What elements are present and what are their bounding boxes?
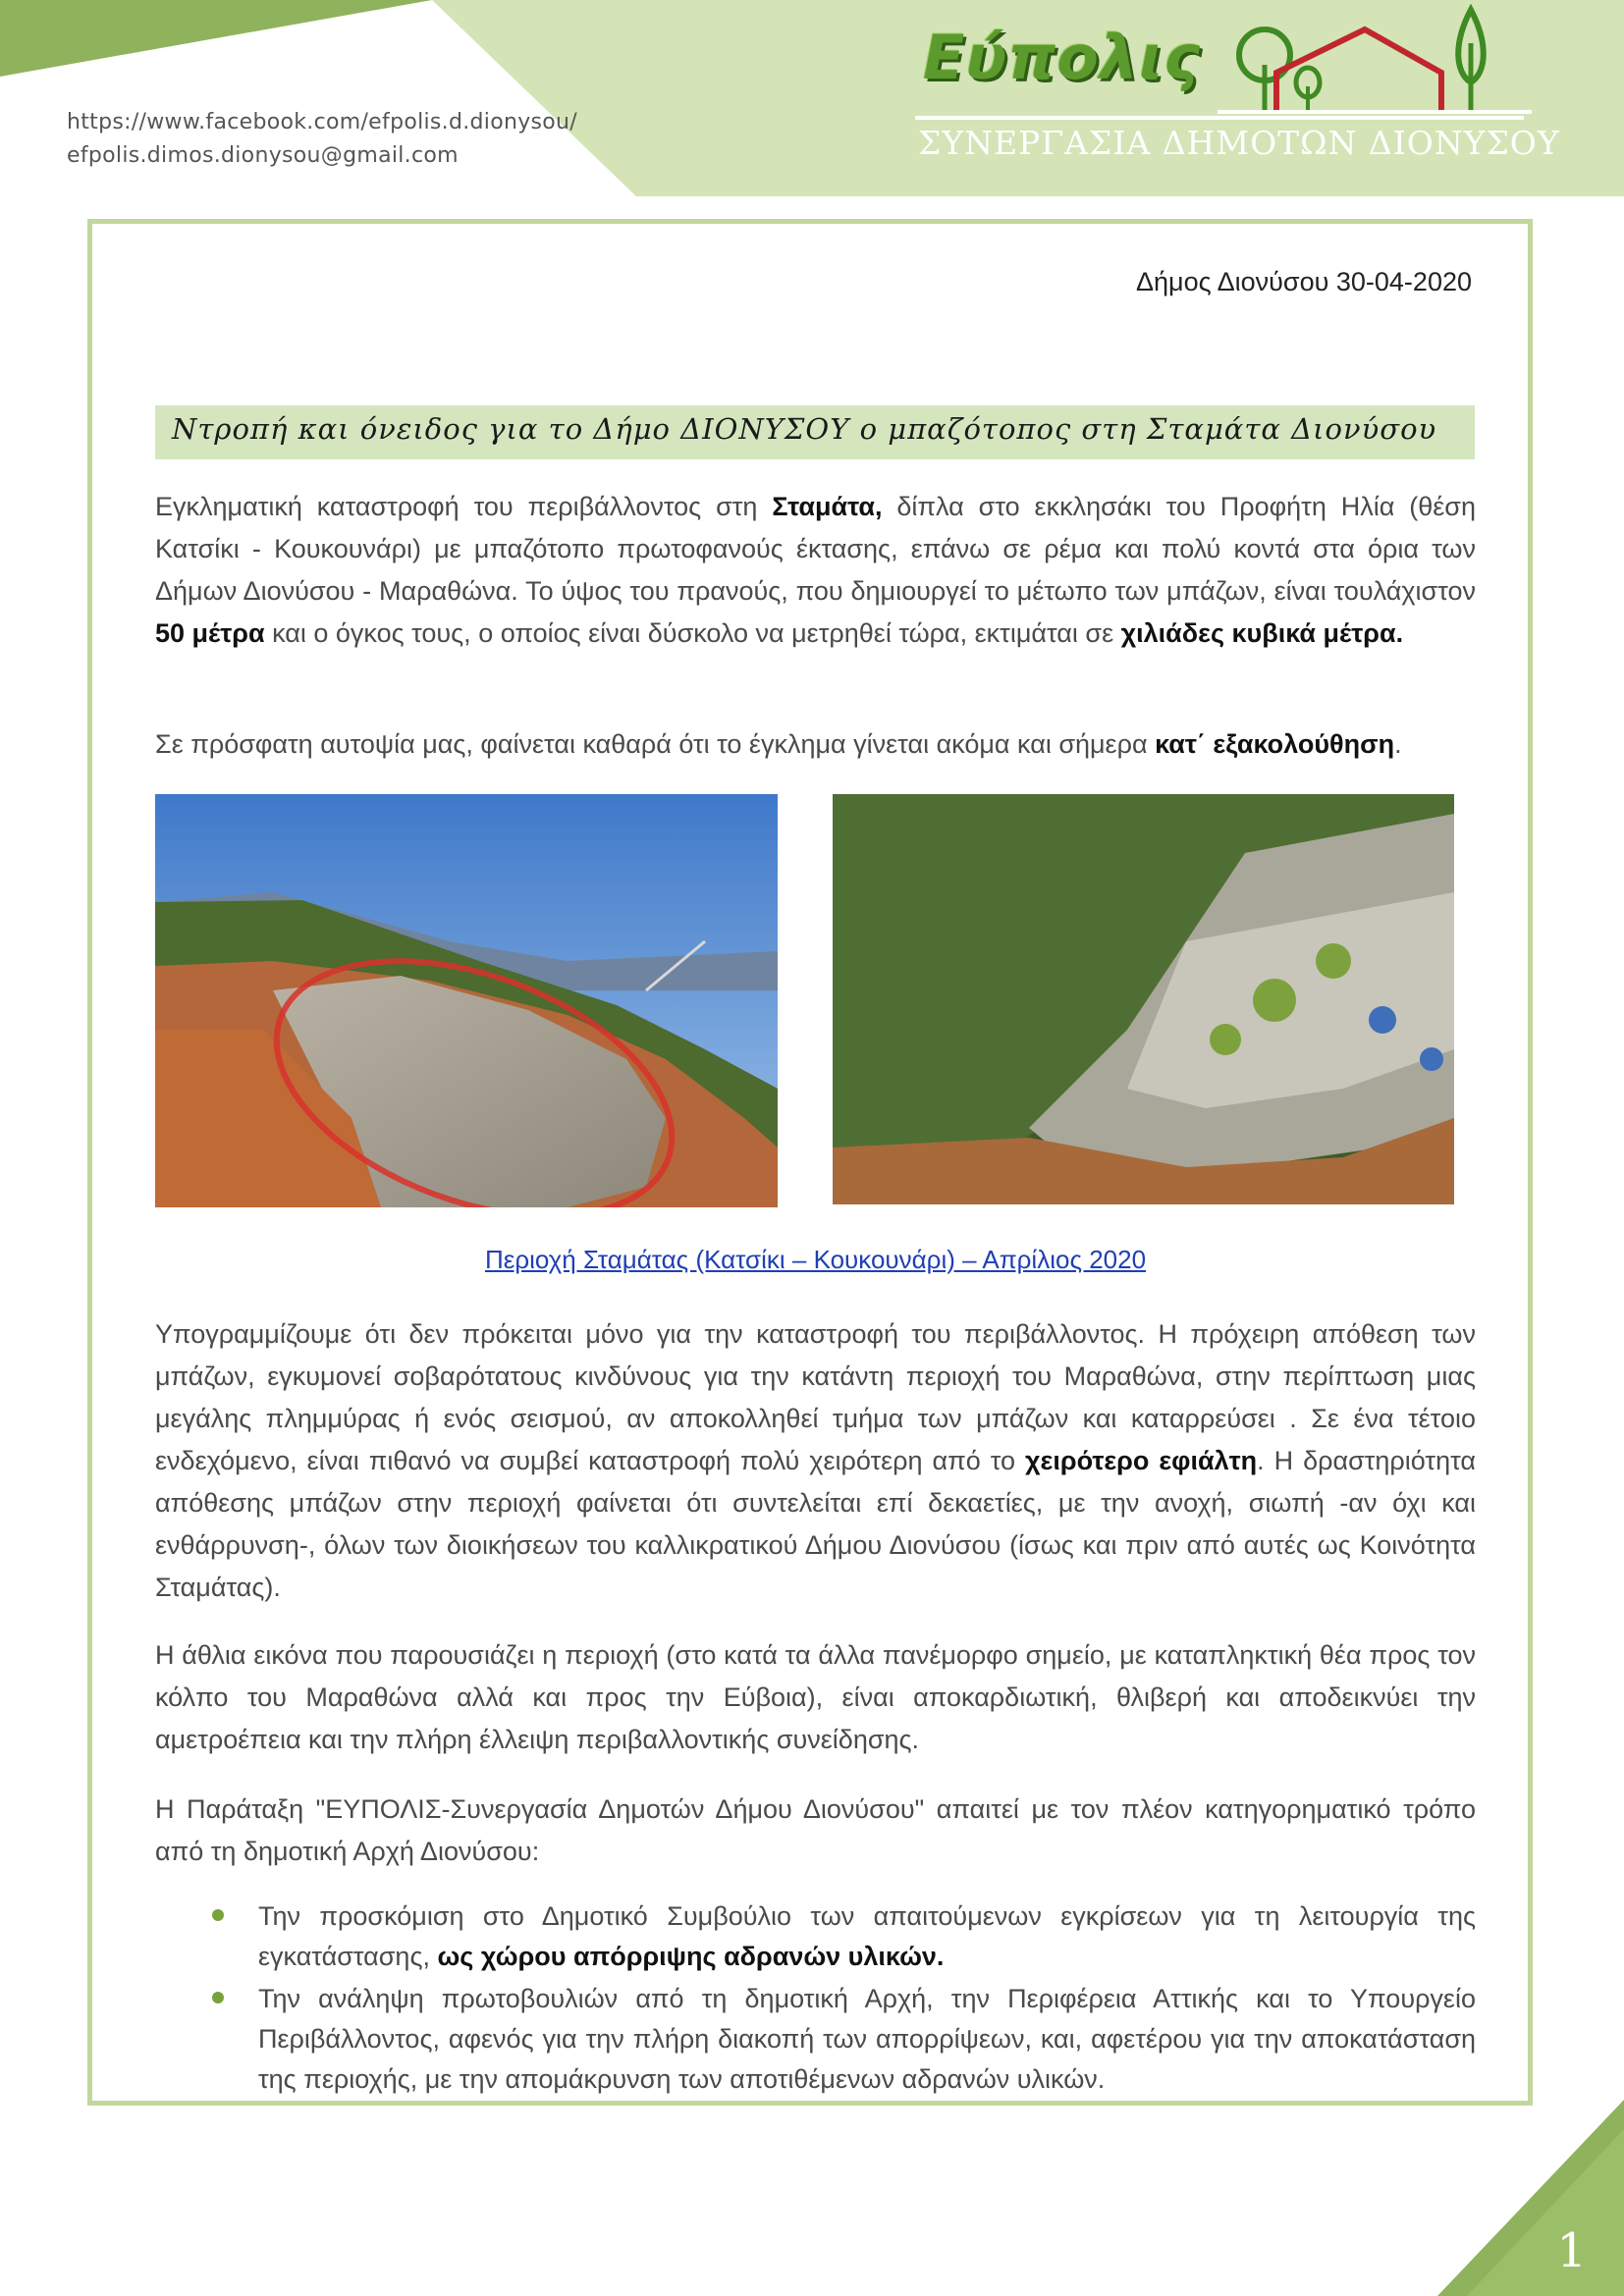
page-corner (1437, 2100, 1624, 2296)
bullet-icon (212, 1909, 224, 1921)
text-span: Σε πρόσφατη αυτοψία μας, φαίνεται καθαρά ότι το έγκλημα γίνεται ακόμα και σήμερα (155, 729, 1156, 759)
text-span: . (1394, 729, 1402, 759)
bullet-icon (212, 1992, 224, 2003)
photo-caption-link[interactable]: Περιοχή Σταμάτας (Κατσίκι – Κουκουνάρι) – Απρίλιος 2020 (484, 1245, 1147, 1274)
bold-span: κατ΄ εξακολούθηση (1155, 729, 1395, 759)
text-span: Εγκληματική καταστροφή του περιβάλλοντος στη (155, 492, 773, 521)
list-item (155, 1979, 1476, 2100)
logo-subtitle: ΣΥΝΕΡΓΑΣΙΑ ΔΗΜΟΤΩΝ ΔΙΟΝΥΣΟΥ (918, 124, 1560, 162)
bold-span: Σταμάτα, (772, 492, 883, 521)
text-span: και ο όγκος τους, ο οποίος είναι δύσκολο να μετρηθεί τώρα, εκτιμάται σε (264, 618, 1121, 648)
paragraph-3 (155, 1313, 1476, 1609)
text-span: . Η δραστηριότητα απόθεσης μπάζων στην περιοχή φαίνεται ότι συντελείται επί δεκαετίες, με την ανοχή, σιωπή -αν όχι και ενθάρρυνση-, όλων των διοικήσεων του καλλικρατικού Δήμου Διονύσου (ίσως και πριν από αυτές ως Κοινότητα Σταμάτας). (155, 1446, 1476, 1602)
list-item (155, 1896, 1476, 1977)
contact-info (67, 106, 577, 173)
email-link[interactable]: efpolis.dimos.dionysou@gmail.com (67, 143, 459, 168)
bold-span: χειρότερο εφιάλτη (1025, 1446, 1258, 1475)
text-span: Την ανάληψη πρωτοβουλιών από τη δημοτική Αρχή, την Περιφέρεια Αττικής και το Υπουργείο Περιβάλλοντος, αφενός για την πλήρη διακοπή των απορρίψεων, και, αφετέρου για την αποκατάσταση της περιοχής, με την απομάκρυνση των αποτιθέμενων αδρανών υλικών. (258, 1984, 1476, 2094)
facebook-link[interactable]: https://www.facebook.com/efpolis.d.dionysou/ (67, 110, 578, 134)
page-number: 1 (1556, 2223, 1587, 2278)
text-span: δίπλα στο εκκλησάκι του Προφήτη Ηλία (θέση Κατσίκι - Κουκουνάρι) με μπαζότοπο πρωτοφανούς έκτασης, επάνω σε ρέμα και πολύ κοντά στα όρια των Δήμων Διονύσου - Μαραθώνα. Το ύψος του πρανούς, που δημιουργεί το μέτωπο των μπάζων, είναι τουλάχιστον (155, 492, 1476, 606)
landfill-photo-left (155, 794, 778, 1207)
text-span: Την προσκόμιση στο Δημοτικό Συμβούλιο των απαιτούμενων εγκρίσεων για τη λειτουργία της εγκατάστασης, (258, 1901, 1476, 1971)
bold-span: ως χώρου απόρριψης αδρανών υλικών. (437, 1942, 945, 1971)
text-span: Υπογραμμίζουμε ότι δεν πρόκειται μόνο για την καταστροφή του περιβάλλοντος. Η πρόχειρη απόθεση των μπάζων, εγκυμονεί σοβαρότατους κινδύνους για την κατάντη περιοχή του Μαραθώνα, στην περίπτωση μιας μεγάλης πλημμύρας ή ενός σεισμού, αν αποκολληθεί τμήμα των μπάζων και καταρρεύσει . Σε ένα τέτοιο ενδεχόμενο, είναι πιθανό να συμβεί καταστροφή πολύ χειρότερη από το (155, 1319, 1476, 1475)
paragraph-1 (155, 486, 1476, 655)
landfill-photo-right (833, 794, 1454, 1204)
logo-trees-house-icon (1218, 4, 1532, 120)
bold-span: χιλιάδες κυβικά μέτρα. (1120, 618, 1404, 648)
paragraph-2 (155, 723, 1476, 766)
paragraph-4: Η άθλια εικόνα που παρουσιάζει η περιοχή (στο κατά τα άλλα πανέμορφο σημείο, με καταπληκτική θέα προς τον κόλπο του Μαραθώνα αλλά και προς την Εύβοια), είναι αποκαρδιωτική, θλιβερή και αποδεικνύει την αμετροέπεια και την πλήρη έλλειψη περιβαλλοντικής συνείδησης. (155, 1640, 1476, 1754)
document-title: Ντροπή και όνειδος για το Δήμο ΔΙΟΝΥΣΟΥ ο μπαζότοπος στη Σταμάτα Διονύσου (172, 412, 1437, 446)
paragraph-5: Η Παράταξη "ΕΥΠΟΛΙΣ-Συνεργασία Δημοτών Δήμου Διονύσου" απαιτεί με τον πλέον κατηγορηματικό τρόπο από τη δημοτική Αρχή Διονύσου: (155, 1794, 1476, 1866)
bold-span: 50 μέτρα (155, 618, 265, 648)
logo-divider (915, 116, 1524, 120)
logo-wordmark: Εύπολις (923, 22, 1202, 93)
document-date: Δήμος Διονύσου 30-04-2020 (1135, 267, 1472, 296)
demands-list (155, 1896, 1476, 2102)
